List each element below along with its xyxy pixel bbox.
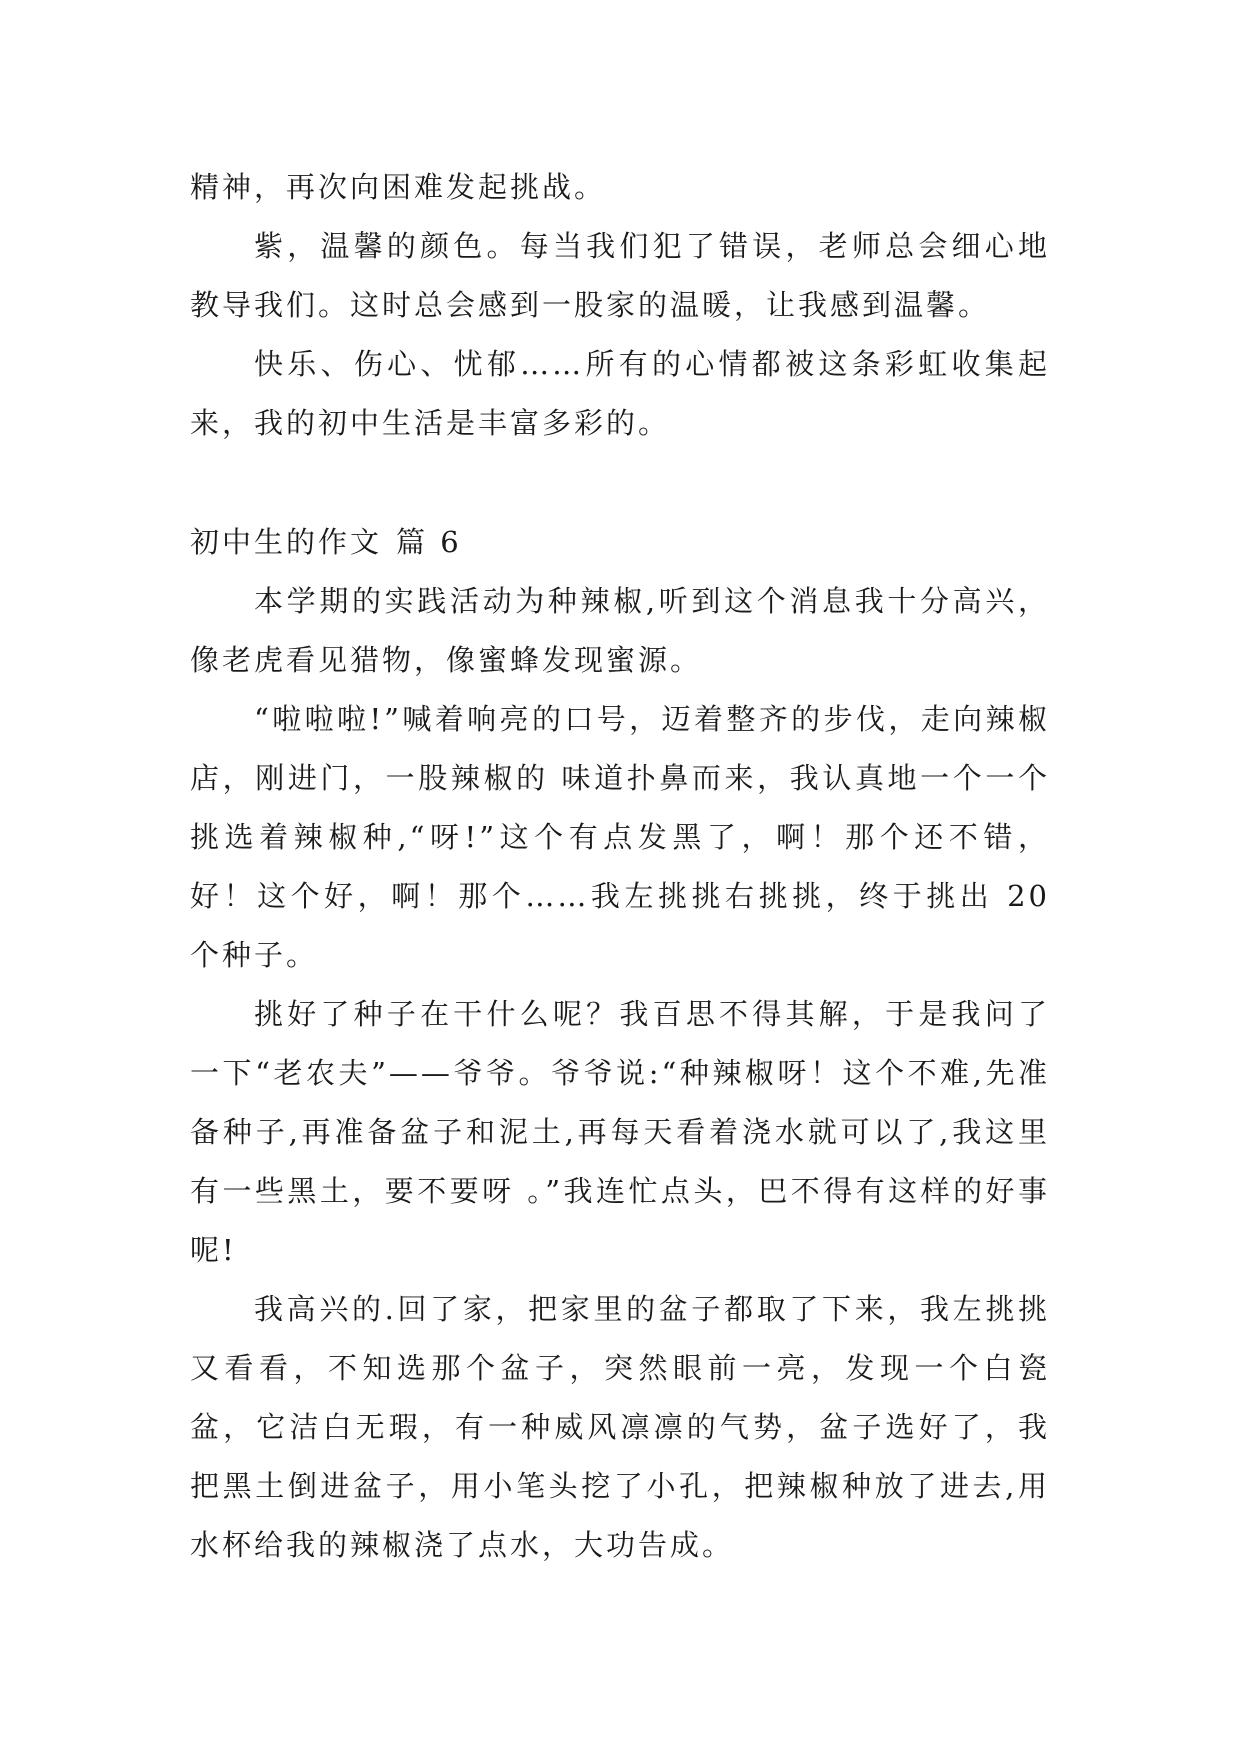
paragraph-shop: “啦啦啦!”喊着响亮的口号，迈着整齐的步伐，走向辣椒店，刚进门，一股辣椒的 味道扑鼻而来，我认真地一个一个挑选着辣椒种,“呀!”这个有点发黑了，啊！那个还不错，好！这个好，啊！那个……我左挑挑右挑挑，终于挑出 20 个种子。 <box>190 702 1050 972</box>
section-gap <box>190 453 1050 513</box>
section-heading <box>190 513 1050 572</box>
paragraph-purple: 紫，温馨的颜色。每当我们犯了错误，老师总会细心地教导我们。这时总会感到一股家的温暖，让我感到温馨。 <box>190 229 1050 322</box>
paragraph-continuation: 精神，再次向困难发起挑战。 <box>190 170 607 204</box>
paragraph-planting: 我高兴的.回了家，把家里的盆子都取了下来，我左挑挑又看看，不知选那个盆子，突然眼前一亮，发现一个白瓷盆，它洁白无瑕，有一种威风凛凛的气势，盆子选好了，我把黑土倒进盆子，用小笔头挖了小孔，把辣椒种放了进去,用水杯给我的辣椒浇了点水，大功告成。 <box>190 1292 1050 1562</box>
section-label: 篇 6 <box>396 525 462 559</box>
document-body <box>190 158 1050 1575</box>
paragraph-rainbow: 快乐、伤心、忧郁……所有的心情都被这条彩虹收集起来，我的初中生活是丰富多彩的。 <box>190 347 1050 440</box>
paragraph-intro: 本学期的实践活动为种辣椒,听到这个消息我十分高兴，像老虎看见猎物，像蜜蜂发现蜜源。 <box>190 584 1050 677</box>
section-title: 初中生的作文 <box>190 525 383 559</box>
paragraph-grandpa: 挑好了种子在干什么呢？我百思不得其解，于是我问了一下“老农夫”——爷爷。爷爷说:“种辣椒呀！这个不难,先准备种子,再准备盆子和泥土,再每天看着浇水就可以了,我这里有一些黑土，要不要呀 。”我连忙点头，巴不得有这样的好事呢! <box>190 997 1050 1267</box>
